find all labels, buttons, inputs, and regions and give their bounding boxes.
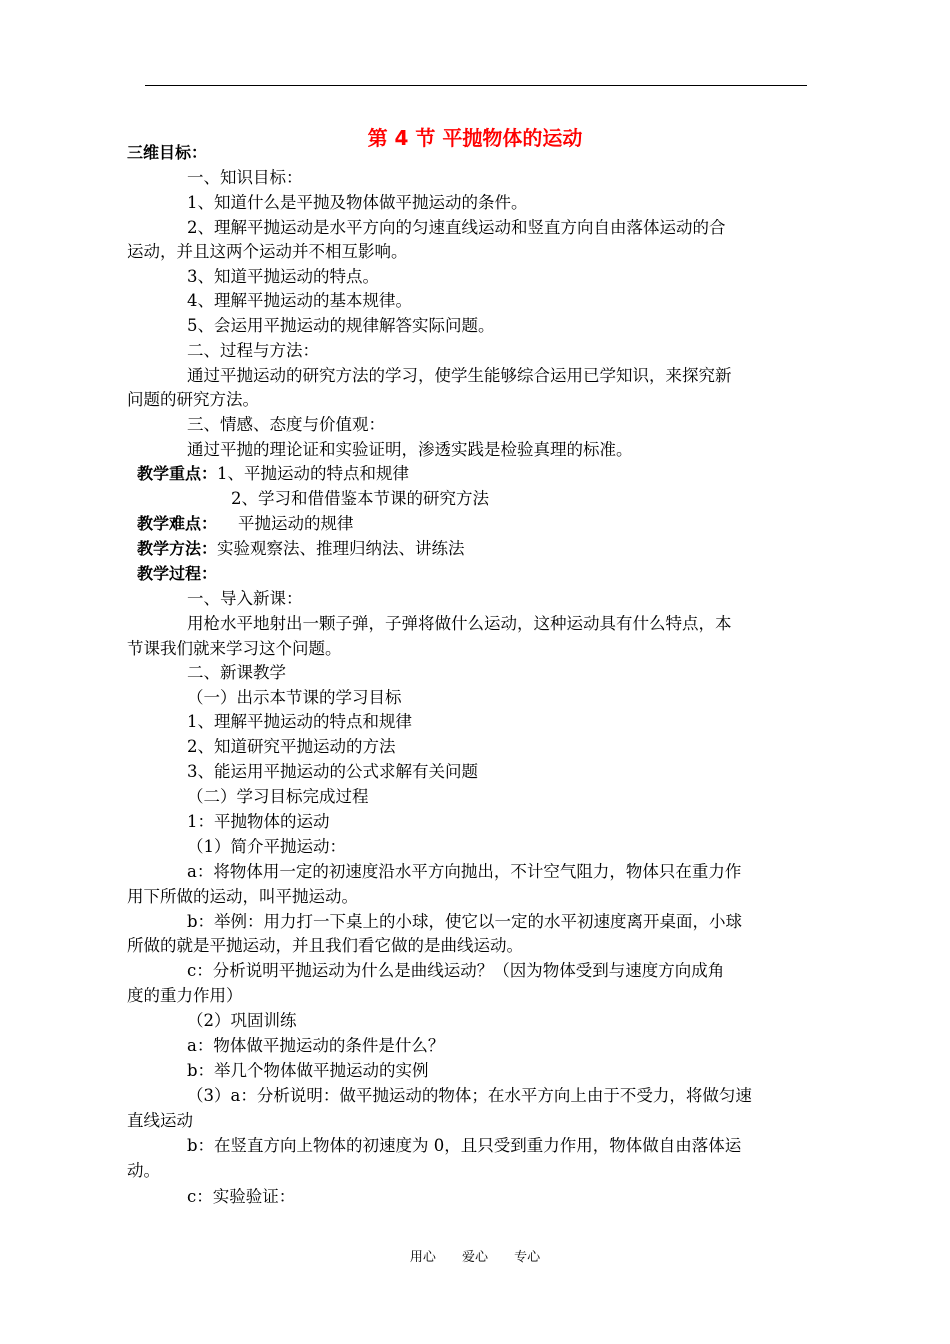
text-line	[187, 340, 319, 362]
text-line	[187, 439, 633, 461]
text-line	[187, 811, 330, 833]
text-line	[187, 1035, 444, 1057]
line-text: 1、理解平抛运动的特点和规律	[187, 712, 412, 731]
line-text: b：举例：用力打一下桌上的小球，使它以一定的水平初速度离开桌面，小球	[187, 912, 743, 931]
text-line	[187, 613, 732, 635]
text-line	[187, 911, 742, 933]
line-text: b：举几个物体做平抛运动的实例	[187, 1061, 429, 1080]
line-text: 2、理解平抛运动是水平方向的匀速直线运动和竖直方向自由落体运动的合	[187, 218, 726, 237]
line-text: 3、知道平抛运动的特点。	[187, 267, 379, 286]
text-line	[137, 463, 409, 485]
line-text: 5、会运用平抛运动的规律解答实际问题。	[187, 316, 495, 335]
footer-word-1: 用心	[409, 1250, 436, 1265]
line-text: 用枪水平地射出一颗子弹，子弹将做什么运动，这种运动具有什么特点，本	[187, 614, 732, 633]
line-text: 1、平抛运动的特点和规律	[217, 464, 410, 483]
line-text: 通过平抛运动的研究方法的学习，使学生能够综合运用已学知识，来探究新	[187, 366, 732, 385]
text-line	[187, 687, 402, 709]
text-line	[187, 1085, 752, 1107]
line-text: a：物体做平抛运动的条件是什么？	[187, 1036, 445, 1055]
text-line	[187, 414, 385, 436]
line-text: 平抛运动的规律	[217, 514, 354, 533]
text-line	[187, 167, 303, 189]
text-line	[187, 861, 741, 883]
line-text: 问题的研究方法。	[127, 390, 259, 409]
line-text: 用下所做的运动，叫平抛运动。	[127, 887, 358, 906]
line-text: a：将物体用一定的初速度沿水平方向抛出，不计空气阻力，物体只在重力作	[187, 862, 742, 881]
text-line	[187, 266, 379, 288]
line-text: （一）出示本节课的学习目标	[187, 688, 402, 707]
text-line	[187, 786, 369, 808]
line-text: 2、学习和借借鉴本节课的研究方法	[231, 489, 489, 508]
line-text: 通过平抛的理论证和实验证明，渗透实践是检验真理的标准。	[187, 440, 633, 459]
section-heading: 教学重点：	[137, 464, 218, 483]
text-line	[127, 1160, 160, 1182]
text-line	[127, 886, 358, 908]
text-line	[187, 1060, 429, 1082]
text-line	[187, 192, 528, 214]
line-text: c：实验验证：	[187, 1187, 296, 1206]
page-footer	[0, 1250, 950, 1266]
line-text: （1）简介平抛运动：	[187, 837, 346, 856]
text-line	[127, 389, 259, 411]
section-heading: 教学难点：	[137, 514, 218, 533]
line-text: （二）学习目标完成过程	[187, 787, 369, 806]
text-line	[127, 241, 408, 263]
text-line	[187, 217, 726, 239]
line-text: b：在竖直方向上物体的初速度为 0，且只受到重力作用，物体做自由落体运	[187, 1136, 742, 1155]
text-line	[187, 588, 303, 610]
text-line	[187, 1010, 297, 1032]
line-text: 一、导入新课：	[187, 589, 303, 608]
line-text: 运动，并且这两个运动并不相互影响。	[127, 242, 408, 261]
section-heading: 教学过程：	[137, 564, 218, 583]
text-line	[127, 985, 243, 1007]
section-heading: 三维目标：	[127, 143, 208, 162]
text-line	[187, 960, 724, 982]
text-line	[187, 836, 346, 858]
text-line	[127, 142, 207, 164]
footer-word-3: 专心	[514, 1250, 541, 1265]
text-line	[187, 315, 495, 337]
line-text: 二、过程与方法：	[187, 341, 319, 360]
text-line	[137, 513, 354, 535]
line-text: 直线运动	[127, 1111, 193, 1130]
page-title: 第 4 节 平抛物体的运动	[367, 126, 583, 150]
line-text: 3、能运用平抛运动的公式求解有关问题	[187, 762, 478, 781]
line-text: 一、知识目标：	[187, 168, 303, 187]
footer-word-2: 爱心	[461, 1250, 488, 1265]
text-line	[187, 1135, 741, 1157]
section-heading: 教学方法：	[137, 539, 218, 558]
text-line	[187, 736, 396, 758]
text-line	[187, 662, 286, 684]
header-rule	[145, 85, 807, 86]
text-line	[187, 290, 412, 312]
text-line	[137, 563, 217, 585]
line-text: 4、理解平抛运动的基本规律。	[187, 291, 412, 310]
text-line	[231, 488, 489, 510]
line-text: 二、新课教学	[187, 663, 286, 682]
line-text: 节课我们就来学习这个问题。	[127, 639, 342, 658]
line-text: 1、知道什么是平抛及物体做平抛运动的条件。	[187, 193, 528, 212]
line-text: （2）巩固训练	[187, 1011, 297, 1030]
line-text: c：分析说明平抛运动为什么是曲线运动？（因为物体受到与速度方向成角	[187, 961, 725, 980]
line-text: （3）a：分析说明：做平抛运动的物体；在水平方向上由于不受力，将做匀速	[187, 1086, 752, 1105]
text-line	[187, 1186, 295, 1208]
line-text: 所做的就是平抛运动，并且我们看它做的是曲线运动。	[127, 936, 523, 955]
line-text: 三、情感、态度与价值观：	[187, 415, 385, 434]
text-line	[187, 761, 478, 783]
text-line	[137, 538, 465, 560]
line-text: 实验观察法、推理归纳法、讲练法	[217, 539, 465, 558]
text-line	[127, 1110, 193, 1132]
text-line	[127, 935, 523, 957]
line-text: 动。	[127, 1161, 160, 1180]
text-line	[187, 711, 412, 733]
line-text: 1：平抛物体的运动	[187, 812, 330, 831]
text-line	[187, 365, 732, 387]
line-text: 2、知道研究平抛运动的方法	[187, 737, 396, 756]
line-text: 度的重力作用）	[127, 986, 243, 1005]
text-line	[127, 638, 342, 660]
